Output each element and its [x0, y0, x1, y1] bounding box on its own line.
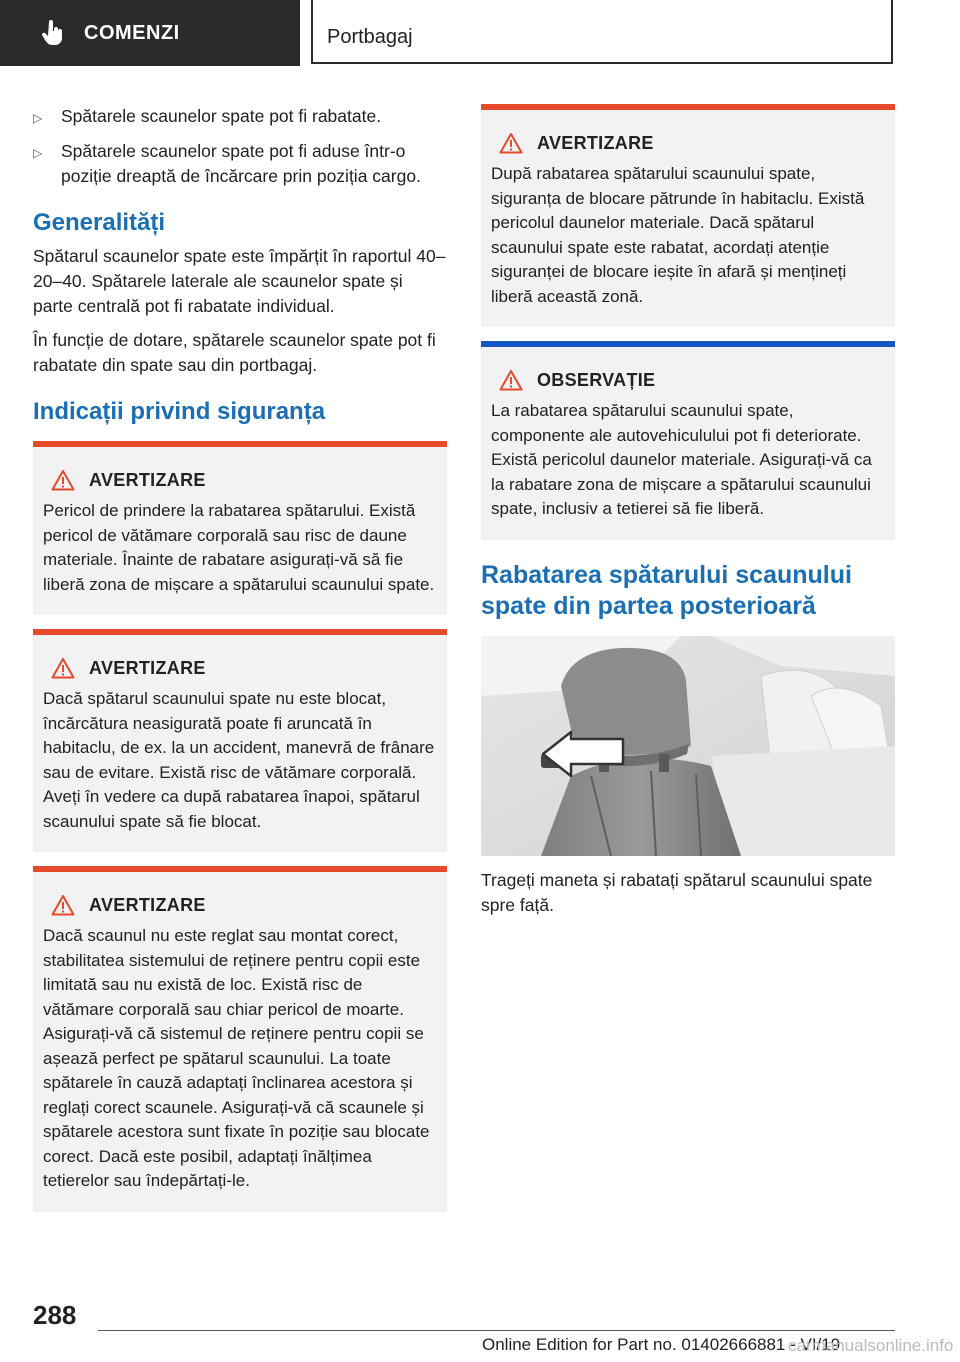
warning-text: Dacă spătarul scaunului spate nu este blocat, încărcătura neasigurată poate fi aruncată în habitaclu, de ex. la un accident, manevră de frânare sau de evitare. Există risc de vătămare corporală. Aveți în vedere ca după rabatarea înapoi, spătarul scaunului spate să fie blocat.: [43, 689, 435, 831]
section-label: COMENZI: [84, 21, 180, 44]
watermark-text: carmanualsonline.info: [788, 1336, 954, 1355]
page-header: [0, 0, 960, 66]
warning-title: AVERTIZARE: [537, 132, 654, 153]
warning-text: Pericol de prindere la rabatarea spătarului. Există pericol de vătămare corporală sau risc de daune materiale. Înainte de rabatare asigurați-vă să fie liberă zona de mișcare a spătarului scaunului spate.: [43, 501, 435, 594]
heading-rear-fold: Rabatarea spătarului scaunului spate din partea posterioară: [481, 560, 852, 620]
notice-triangle-icon: [499, 369, 523, 391]
paragraph: Spătarul scaunelor spate este împărțit în raportul 40–20–40. Spătarele laterale ale scaunelor spate și parte centrală pot fi rabatate individual.: [33, 246, 446, 316]
pointing-hand-icon: [40, 20, 66, 46]
bullet-item: [33, 104, 447, 129]
warning-triangle-icon: [51, 469, 75, 491]
notice-title: OBSERVAȚIE: [537, 369, 656, 390]
rear-seat-lever-illustration: [481, 636, 895, 856]
triangle-bullet-icon: ▷: [33, 111, 43, 125]
warning-box: [33, 441, 447, 615]
heading-generalitati: Generalități: [33, 209, 166, 236]
warning-box: [33, 866, 447, 1212]
bullet-text: Spătarele scaunelor spate pot fi rabatate.: [61, 106, 382, 126]
warning-box: [33, 629, 447, 852]
warning-title: AVERTIZARE: [89, 657, 206, 678]
notice-text: La rabatarea spătarului scaunului spate, componente ale autovehiculului pot fi deteriorate. Există pericolul daunelor materiale. Asigurați-vă ca la rabatare zona de mișcare a spătarului scaunului spate, inclusiv a tetierei să fie liberă.: [491, 401, 872, 518]
notice-box: [481, 341, 895, 540]
warning-triangle-icon: [499, 132, 523, 154]
bullet-item: [33, 139, 447, 189]
instruction-text: Trageți maneta și rabatați spătarul scaunului spate spre față.: [481, 869, 873, 915]
edition-text: Online Edition for Part no. 01402666881 - VI/19: [482, 1335, 841, 1354]
paragraph: În funcție de dotare, spătarele scaunelor spate pot fi rabatate din spate sau din portbagaj.: [33, 330, 436, 375]
triangle-bullet-icon: ▷: [33, 146, 43, 160]
bullet-text: Spătarele scaunelor spate pot fi aduse într-o poziție dreaptă de încărcare prin poziția cargo.: [61, 141, 421, 186]
section-tab[interactable]: [0, 0, 300, 66]
warning-triangle-icon: [51, 894, 75, 916]
warning-box: [481, 104, 895, 327]
warning-text: După rabatarea spătarului scaunului spate, siguranța de blocare pătrunde în habitaclu. Există pericolul daunelor materiale. Dacă spătarul scaunului spate este rabatat, acordați atenție siguranței de blocare ieșite în afară și mențineți liberă această zonă.: [491, 164, 865, 306]
left-column: [33, 104, 447, 1226]
warning-triangle-icon: [51, 657, 75, 679]
footer-divider: [98, 1330, 895, 1331]
warning-title: AVERTIZARE: [89, 469, 206, 490]
heading-safety: Indicații privind siguranța: [33, 398, 326, 425]
warning-text: Dacă scaunul nu este reglat sau montat corect, stabilitatea sistemului de reținere pentru copii este limitată sau nu există de loc. Există risc de vătămare corporală sau chiar pericol de moarte. Asigurați-vă că sistemul de reținere pentru copii se așează perfect pe spătarul scaunului. La toate spătarele în cauză adaptați înclinarea acestora și reglați corect scaunele. Asigurați-vă că scaunele și spătarele acestora sunt fixate în poziție sau blocate corect. Dacă este posibil, adaptați înălțimea tetierelor sau îndepărtați-le.: [43, 926, 430, 1190]
page-number: 288: [33, 1300, 77, 1330]
page-title: Portbagaj: [327, 26, 413, 48]
warning-title: AVERTIZARE: [89, 894, 206, 915]
right-column: [481, 104, 895, 927]
page-title-box: [311, 0, 893, 64]
